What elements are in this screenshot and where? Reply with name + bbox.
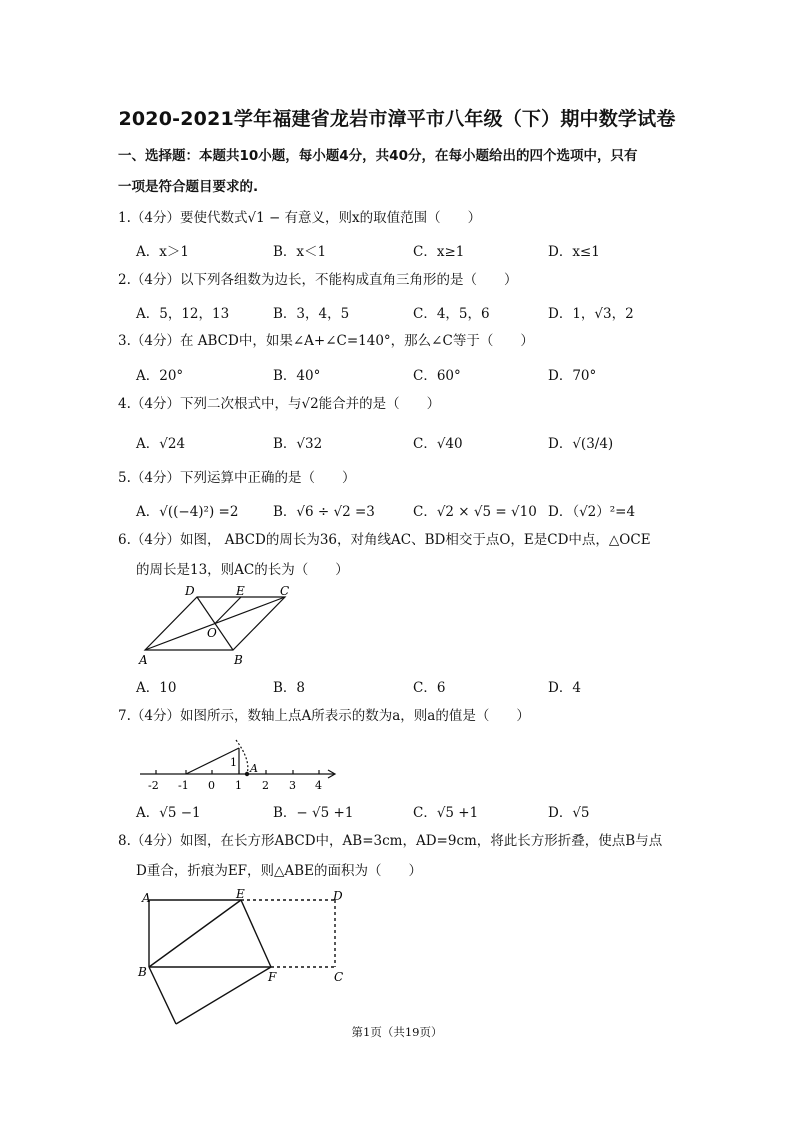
option-d: D．（√2）²=4 <box>548 504 636 520</box>
page-footer: 第1页（共19页） <box>351 1025 443 1039</box>
label-c: C <box>280 584 290 598</box>
question-4-options <box>136 432 696 454</box>
section-heading-cont: 一项是符合题目要求的. <box>118 179 259 195</box>
question-4: 4.（4分）下列二次根式中，与√2能合并的是（ ） <box>118 396 441 412</box>
option-a: A．5，12，13 <box>136 306 230 322</box>
option-a: A．√5 −1 <box>136 805 201 821</box>
option-d: D．√5 <box>548 805 590 821</box>
label-e: E <box>236 584 245 598</box>
option-c: C．4，5，6 <box>413 306 490 322</box>
question-6-cont: 的周长是13，则AC的长为（ ） <box>136 562 349 578</box>
question-2: 2.（4分）以下列各组数为边长，不能构成直角三角形的是（ ） <box>118 272 518 288</box>
question-7-options <box>136 801 696 823</box>
question-6: 6.（4分）如图， ABCD的周长为36，对角线AC、BD相交于点O，E是CD中点，△OCE <box>118 532 651 548</box>
option-a: A．√((−4)²) =2 <box>136 504 239 520</box>
tick-label: 3 <box>289 779 296 792</box>
option-c: C．60° <box>413 368 461 384</box>
option-c: C．√2 × √5 = √10 <box>413 504 537 520</box>
question-3-options <box>136 364 696 386</box>
question-5-options <box>136 500 696 522</box>
label-b: B <box>138 965 147 979</box>
segment-label: 1 <box>230 756 237 769</box>
label-a: A <box>250 762 258 775</box>
tick-label: 1 <box>235 779 242 792</box>
tick-label: -1 <box>178 779 189 792</box>
label-a: A <box>139 653 148 667</box>
label-o: O <box>207 626 217 640</box>
option-b: B．8 <box>273 680 306 696</box>
label-d: D <box>333 889 343 903</box>
option-b: B．√32 <box>273 436 323 452</box>
question-8: 8.（4分）如图，在长方形ABCD中，AB=3cm，AD=9cm，将此长方形折叠，使点B与点 <box>118 833 663 849</box>
page-title: 2020-2021学年福建省龙岩市漳平市八年级（下）期中数学试卷 <box>118 108 676 130</box>
option-a: A．√24 <box>136 436 186 452</box>
option-b: B．40° <box>273 368 321 384</box>
option-b: B．√6 ÷ √2 =3 <box>273 504 375 520</box>
question-5: 5.（4分）下列运算中正确的是（ ） <box>118 470 356 486</box>
option-d: D．1，√3，2 <box>548 306 634 322</box>
option-d: D．70° <box>548 368 597 384</box>
option-b: B．3，4，5 <box>273 306 350 322</box>
tick-label: -2 <box>148 779 159 792</box>
question-2-options <box>136 302 696 324</box>
option-a: A．10 <box>136 680 177 696</box>
option-c: C．x≥1 <box>413 244 465 260</box>
question-6-options <box>136 676 696 698</box>
option-c: C．√40 <box>413 436 463 452</box>
tick-label: 4 <box>315 779 322 792</box>
option-d: D．√(3/4) <box>548 436 614 452</box>
figure-parallelogram <box>130 584 310 668</box>
option-b: B．− √5 +1 <box>273 805 354 821</box>
option-d: D．4 <box>548 680 581 696</box>
figure-number-line <box>136 736 346 794</box>
option-c: C．√5 +1 <box>413 805 479 821</box>
option-a: A．x＞1 <box>136 244 189 260</box>
label-d: D <box>185 584 195 598</box>
option-c: C．6 <box>413 680 446 696</box>
label-b: B <box>234 653 243 667</box>
section-heading: 一、选择题：本题共10小题，每小题4分，共40分，在每小题给出的四个选项中，只有 <box>118 148 638 164</box>
label-f: F <box>268 970 277 984</box>
option-a: A．20° <box>136 368 184 384</box>
question-8-cont: D重合，折痕为EF，则△ABE的面积为（ ） <box>136 863 422 879</box>
question-1: 1.（4分）要使代数式√1 − 有意义，则x的取值范围（ ） <box>118 210 482 226</box>
label-e: E <box>236 888 245 901</box>
tick-label: 0 <box>208 779 215 792</box>
question-7: 7.（4分）如图所示，数轴上点A所表示的数为a，则a的值是（ ） <box>118 708 530 724</box>
label-a: A <box>142 891 151 905</box>
label-c: C <box>334 970 344 984</box>
question-1-options <box>136 240 696 262</box>
option-d: D．x≤1 <box>548 244 600 260</box>
question-3: 3.（4分）在 ABCD中，如果∠A+∠C=140°，那么∠C等于（ ） <box>118 333 534 349</box>
figure-rectangle-fold <box>136 888 356 1028</box>
tick-label: 2 <box>262 779 269 792</box>
option-b: B．x＜1 <box>273 244 327 260</box>
